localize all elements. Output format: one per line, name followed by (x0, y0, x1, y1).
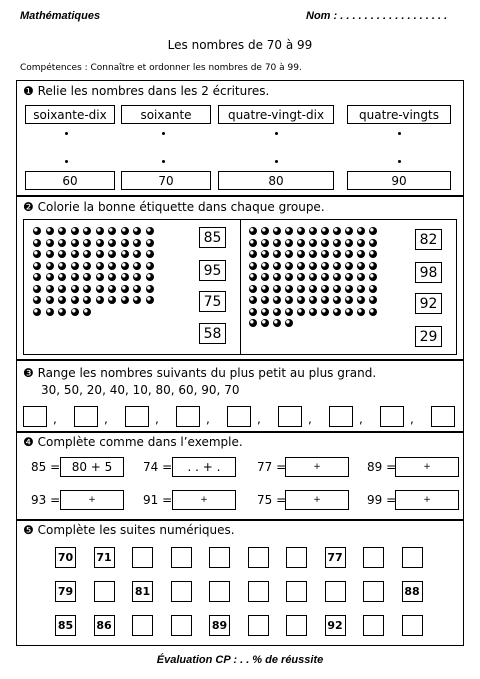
exercise-5 (16, 520, 464, 646)
counting-ball (261, 227, 269, 235)
counting-ball (357, 239, 365, 247)
counting-ball (357, 273, 365, 281)
sequence-cell[interactable] (286, 581, 307, 602)
counting-ball (345, 273, 353, 281)
sort-answer-box[interactable] (380, 406, 404, 427)
counting-ball (71, 262, 79, 270)
comma-separator: , (410, 412, 414, 426)
counting-ball (345, 250, 353, 258)
counting-ball (345, 285, 353, 293)
counting-ball (321, 262, 329, 270)
counting-ball (33, 296, 41, 304)
connect-dot[interactable] (65, 160, 68, 163)
connect-dot[interactable] (162, 132, 165, 135)
counting-ball (108, 285, 116, 293)
counting-ball (83, 239, 91, 247)
counting-ball (273, 273, 281, 281)
counting-ball (33, 308, 41, 316)
sequence-cell[interactable] (171, 547, 192, 568)
counting-ball (357, 227, 365, 235)
counting-ball (249, 319, 257, 327)
exercise-2 (16, 196, 464, 360)
counting-ball (309, 273, 317, 281)
counting-ball (249, 239, 257, 247)
counting-ball (249, 296, 257, 304)
page-title: Les nombres de 70 à 99 (167, 38, 313, 52)
counting-ball (333, 250, 341, 258)
counting-ball (297, 262, 305, 270)
connect-dot[interactable] (162, 160, 165, 163)
counting-ball (71, 239, 79, 247)
counting-ball (96, 239, 104, 247)
counting-ball (96, 262, 104, 270)
counting-ball (71, 273, 79, 281)
counting-ball (309, 250, 317, 258)
counting-ball (83, 262, 91, 270)
sequence-cell[interactable] (171, 615, 192, 636)
count-tag[interactable]: 95 (199, 260, 226, 281)
counting-ball (71, 296, 79, 304)
counting-ball (108, 296, 116, 304)
decompose-label: 85 = (31, 460, 61, 474)
counting-ball (297, 308, 305, 316)
decompose-box[interactable]: + (395, 457, 459, 477)
counting-ball (369, 273, 377, 281)
exercise-1-title: ❶ Relie les nombres dans les 2 écritures. (23, 84, 270, 98)
sequence-cell[interactable]: 71 (94, 547, 115, 568)
counting-ball (297, 250, 305, 258)
counting-ball (333, 285, 341, 293)
counting-ball (261, 250, 269, 258)
exercise-3 (16, 360, 464, 432)
counting-ball (133, 239, 141, 247)
decompose-box[interactable]: + (60, 490, 124, 510)
number-label-4[interactable]: 90 (347, 171, 451, 190)
counting-ball (58, 239, 66, 247)
counting-ball (83, 285, 91, 293)
sequence-cell[interactable]: 70 (55, 547, 76, 568)
number-label-3[interactable]: 80 (218, 171, 334, 190)
sequence-cell[interactable]: 89 (209, 615, 230, 636)
counting-ball (321, 285, 329, 293)
counting-ball (345, 296, 353, 304)
count-tag[interactable]: 29 (415, 326, 442, 347)
count-tag[interactable]: 85 (199, 227, 226, 248)
counting-ball (71, 285, 79, 293)
sequence-cell[interactable] (325, 581, 346, 602)
counting-ball (121, 250, 129, 258)
counting-ball (297, 296, 305, 304)
counting-ball (369, 308, 377, 316)
decompose-label: 75 = (257, 493, 287, 507)
counting-ball (369, 239, 377, 247)
counting-ball (285, 250, 293, 258)
counting-ball (146, 250, 154, 258)
decompose-label: 89 = (367, 460, 397, 474)
decompose-label: 99 = (367, 493, 397, 507)
counting-ball (46, 250, 54, 258)
comma-separator: , (53, 412, 57, 426)
count-tag[interactable]: 75 (199, 291, 226, 312)
counting-ball (297, 273, 305, 281)
counting-ball (33, 273, 41, 281)
counting-ball (121, 296, 129, 304)
sequence-cell[interactable] (171, 581, 192, 602)
counting-ball (33, 239, 41, 247)
counting-ball (108, 250, 116, 258)
counting-ball (249, 285, 257, 293)
counting-ball (83, 227, 91, 235)
comma-separator: , (206, 412, 210, 426)
sort-answer-box[interactable] (431, 406, 455, 427)
counting-ball (285, 285, 293, 293)
decompose-box[interactable]: 80 + 5 (60, 457, 124, 477)
counting-ball (309, 227, 317, 235)
exercise-4-title: ❹ Complète comme dans l’exemple. (23, 435, 243, 449)
sequence-cell[interactable] (209, 581, 230, 602)
counting-ball (309, 296, 317, 304)
counting-ball (58, 262, 66, 270)
counting-ball (83, 250, 91, 258)
counting-ball (261, 308, 269, 316)
decompose-box[interactable]: + (172, 490, 236, 510)
decompose-label: 93 = (31, 493, 61, 507)
connect-dot[interactable] (275, 160, 278, 163)
counting-ball (309, 239, 317, 247)
connect-dot[interactable] (65, 132, 68, 135)
counting-ball (58, 273, 66, 281)
counting-ball (345, 262, 353, 270)
sequence-cell[interactable]: 79 (55, 581, 76, 602)
word-label-2[interactable]: soixante (121, 105, 211, 124)
exercise-4 (16, 432, 464, 520)
counting-ball (46, 227, 54, 235)
counting-ball (33, 262, 41, 270)
counting-ball (58, 296, 66, 304)
counting-ball (285, 273, 293, 281)
counting-ball (58, 308, 66, 316)
decompose-label: 91 = (143, 493, 173, 507)
sequence-cell[interactable]: 88 (402, 581, 423, 602)
counting-ball (83, 273, 91, 281)
counting-ball (46, 308, 54, 316)
counting-ball (357, 308, 365, 316)
counting-ball (333, 262, 341, 270)
sequence-cell[interactable] (363, 547, 384, 568)
counting-ball (261, 285, 269, 293)
sequence-cell[interactable] (248, 547, 269, 568)
counting-ball (285, 239, 293, 247)
counting-ball (369, 250, 377, 258)
counting-ball (133, 250, 141, 258)
decompose-box[interactable]: + (285, 490, 349, 510)
sort-answer-box[interactable] (23, 406, 47, 427)
counting-ball (369, 262, 377, 270)
count-tag[interactable]: 82 (415, 229, 442, 250)
counting-ball (261, 239, 269, 247)
decompose-box[interactable]: + (395, 490, 459, 510)
counting-ball (146, 227, 154, 235)
counting-ball (58, 227, 66, 235)
counting-ball (321, 239, 329, 247)
sort-answer-box[interactable] (278, 406, 302, 427)
count-tag[interactable]: 98 (415, 262, 442, 283)
counting-ball (133, 296, 141, 304)
counting-ball (83, 308, 91, 316)
sequence-cell[interactable] (286, 547, 307, 568)
counting-ball (121, 285, 129, 293)
counting-ball (261, 273, 269, 281)
count-tag[interactable]: 58 (199, 323, 226, 344)
counting-ball (297, 285, 305, 293)
sequence-cell[interactable] (248, 581, 269, 602)
counting-ball (108, 262, 116, 270)
counting-ball (121, 262, 129, 270)
connect-dot[interactable] (398, 132, 401, 135)
exercise-3-title: ❸ Range les nombres suivants du plus petit au plus grand. (23, 366, 377, 380)
counting-ball (261, 296, 269, 304)
counting-ball (297, 227, 305, 235)
counting-ball (357, 285, 365, 293)
counting-ball (46, 262, 54, 270)
counting-ball (108, 273, 116, 281)
counting-ball (333, 273, 341, 281)
counting-ball (96, 273, 104, 281)
sort-answer-box[interactable] (176, 406, 200, 427)
counting-ball (249, 273, 257, 281)
counting-ball (369, 296, 377, 304)
counting-ball (133, 262, 141, 270)
sequence-cell[interactable] (363, 581, 384, 602)
counting-ball (96, 250, 104, 258)
counting-ball (58, 250, 66, 258)
counting-ball (273, 285, 281, 293)
counting-ball (249, 250, 257, 258)
counting-ball (46, 296, 54, 304)
comma-separator: , (359, 412, 363, 426)
counting-ball (121, 239, 129, 247)
comma-separator: , (155, 412, 159, 426)
counting-ball (133, 273, 141, 281)
counting-ball (321, 273, 329, 281)
counting-ball (133, 285, 141, 293)
counting-ball (83, 296, 91, 304)
counting-ball (96, 227, 104, 235)
counting-ball (146, 262, 154, 270)
counting-ball (285, 296, 293, 304)
sequence-cell[interactable] (286, 615, 307, 636)
sequence-cell[interactable]: 77 (325, 547, 346, 568)
counting-ball (321, 250, 329, 258)
counting-ball (297, 239, 305, 247)
counting-ball (273, 250, 281, 258)
sequence-cell[interactable]: 86 (94, 615, 115, 636)
counting-ball (71, 308, 79, 316)
subject-label: Mathématiques (20, 10, 101, 22)
counting-ball (71, 250, 79, 258)
counting-ball (369, 285, 377, 293)
sort-answer-box[interactable] (125, 406, 149, 427)
group-divider (240, 219, 241, 355)
sort-answer-box[interactable] (227, 406, 251, 427)
counting-ball (121, 273, 129, 281)
counting-ball (58, 285, 66, 293)
sequence-cell[interactable] (209, 547, 230, 568)
sequence-cell[interactable] (132, 547, 153, 568)
counting-ball (46, 273, 54, 281)
counting-ball (309, 285, 317, 293)
sequence-cell[interactable] (94, 581, 115, 602)
decompose-box[interactable]: + (285, 457, 349, 477)
word-label-3[interactable]: quatre-vingt-dix (218, 105, 334, 124)
counting-ball (108, 239, 116, 247)
counting-ball (261, 262, 269, 270)
counting-ball (46, 239, 54, 247)
decompose-box[interactable]: . . + . (172, 457, 236, 477)
counting-ball (321, 308, 329, 316)
counting-ball (96, 296, 104, 304)
counting-ball (273, 262, 281, 270)
connect-dot[interactable] (398, 160, 401, 163)
counting-ball (133, 227, 141, 235)
sort-answer-box[interactable] (329, 406, 353, 427)
counting-ball (108, 227, 116, 235)
counting-ball (285, 262, 293, 270)
comma-separator: , (257, 412, 261, 426)
counting-ball (273, 227, 281, 235)
exercise-1 (16, 80, 464, 196)
sequence-cell[interactable] (363, 615, 384, 636)
sequence-cell[interactable] (248, 615, 269, 636)
number-label-1[interactable]: 60 (25, 171, 115, 190)
counting-ball (146, 285, 154, 293)
counting-ball (273, 239, 281, 247)
counting-ball (345, 227, 353, 235)
comma-separator: , (308, 412, 312, 426)
counting-ball (357, 250, 365, 258)
counting-ball (333, 296, 341, 304)
sequence-cell[interactable] (132, 615, 153, 636)
counting-ball (345, 308, 353, 316)
score-footer: Évaluation CP : . . % de réussite (156, 654, 324, 666)
numbers-to-sort: 30, 50, 20, 40, 10, 80, 60, 90, 70 (41, 383, 240, 397)
connect-dot[interactable] (275, 132, 278, 135)
counting-ball (321, 296, 329, 304)
counting-ball (33, 227, 41, 235)
counting-ball (285, 227, 293, 235)
counting-ball (33, 250, 41, 258)
counting-ball (146, 273, 154, 281)
sequence-cell[interactable]: 85 (55, 615, 76, 636)
counting-ball (285, 319, 293, 327)
counting-ball (249, 308, 257, 316)
counting-ball (46, 285, 54, 293)
sort-answer-box[interactable] (74, 406, 98, 427)
decompose-label: 74 = (143, 460, 173, 474)
counting-ball (345, 239, 353, 247)
word-label-1[interactable]: soixante-dix (25, 105, 115, 124)
counting-ball (146, 296, 154, 304)
exercise-5-title: ❺ Complète les suites numériques. (23, 523, 235, 537)
counting-ball (261, 319, 269, 327)
decompose-label: 77 = (257, 460, 287, 474)
counting-ball (321, 227, 329, 235)
counting-ball (333, 239, 341, 247)
number-label-2[interactable]: 70 (121, 171, 211, 190)
counting-ball (273, 319, 281, 327)
sequence-cell[interactable]: 92 (325, 615, 346, 636)
counting-ball (333, 308, 341, 316)
counting-ball (357, 262, 365, 270)
name-field-label[interactable]: Nom : . . . . . . . . . . . . . . . . . . (306, 10, 448, 22)
counting-ball (369, 227, 377, 235)
counting-ball (249, 262, 257, 270)
counting-ball (273, 296, 281, 304)
sequence-cell[interactable] (402, 615, 423, 636)
counting-ball (357, 296, 365, 304)
counting-ball (121, 227, 129, 235)
counting-ball (333, 227, 341, 235)
counting-ball (249, 227, 257, 235)
count-tag[interactable]: 92 (415, 293, 442, 314)
counting-ball (146, 239, 154, 247)
counting-ball (309, 308, 317, 316)
counting-ball (71, 227, 79, 235)
counting-ball (309, 262, 317, 270)
comma-separator: , (104, 412, 108, 426)
counting-ball (33, 285, 41, 293)
sequence-cell[interactable]: 81 (132, 581, 153, 602)
counting-ball (273, 308, 281, 316)
counting-ball (96, 285, 104, 293)
counting-ball (285, 308, 293, 316)
word-label-4[interactable]: quatre-vingts (347, 105, 451, 124)
competences-text: Compétences : Connaître et ordonner les nombres de 70 à 99. (20, 63, 302, 73)
exercise-2-title: ❷ Colorie la bonne étiquette dans chaque groupe. (23, 200, 325, 214)
sequence-cell[interactable] (402, 547, 423, 568)
